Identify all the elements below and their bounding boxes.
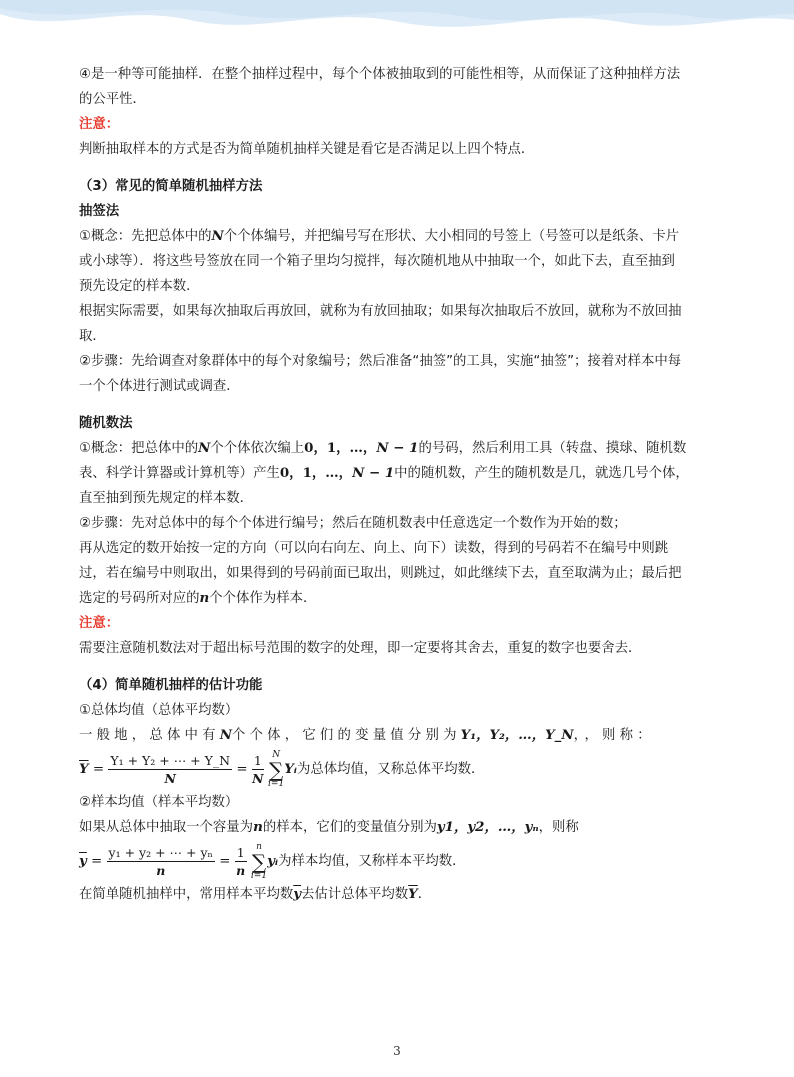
header-wave-decoration (0, 0, 794, 56)
note-label: 注意： (79, 117, 120, 132)
text-line: ④是一种等可能抽样．在整个抽样过程中，每个个体被抽取到的可能性相等，从而保证了这种抽样方法 (79, 67, 681, 82)
population-mean-formula: $\overline{Y}$ = $\frac{\text{Y₁ + Y₂ + ⋯ + Y\_N}}{N}$ = $\frac{1}{N}$ N ∑ i=1 Yᵢ为总体均值，又称总体平均数． (79, 749, 485, 789)
document-body (79, 62, 719, 907)
note-label: 注意： (79, 616, 120, 631)
text-line: 一个个体进行测试或调查． (79, 379, 240, 394)
section-heading-3: （3）常见的简单随机抽样方法 (79, 179, 263, 194)
math-N: N (211, 228, 224, 244)
text-line: 预先设定的样本数． (79, 279, 200, 294)
text-line: 根据实际需要，如果每次抽取后再放回，就称为有放回抽取；如果每次抽取后不放回，就称为不放回抽 (79, 304, 682, 319)
text-line: 在简单随机抽样中，常用样本平均数$\overline{y}$去估计总体平均数$\overline{Y}$． (79, 886, 432, 902)
section-heading-4: （4）简单随机抽样的估计功能 (79, 678, 263, 693)
text-line: 的公平性． (79, 92, 146, 107)
text-line: 如果从总体中抽取一个容量为n的样本，它们的变量值分别为y1，y2，…，yₙ，则称 (79, 819, 579, 835)
sample-mean-formula: $\overline{y}$ = $\frac{\text{y₁ + y₂ + ⋯ + yₙ}}{n}$ = $\frac{1}{n}$ n ∑ i=1 yᵢ为样本均值，又称样本平均数． (79, 841, 466, 881)
text-line: ②步骤：先给调查对象群体中的每个对象编号；然后准备“抽签”的工具，实施“抽签”；接着对样本中每 (79, 354, 682, 369)
subheading-lottery: 抽签法 (79, 204, 120, 219)
text-line: 直至抽到预先规定的样本数． (79, 491, 254, 506)
subheading-random-number: 随机数法 (79, 416, 133, 431)
text-line: ②步骤：先对总体中的每个个体进行编号；然后在随机数表中任意选定一个数作为开始的数； (79, 516, 627, 531)
text-line: 需要注意随机数法对于超出标号范围的数字的处理，即一定要将其舍去，重复的数字也要舍去． (79, 641, 642, 656)
text-line: 再从选定的数开始按一定的方向（可以向右向左、向上、向下）读数，得到的号码若不在编号中则跳 (79, 541, 669, 556)
text-line: 表、科学计算器或计算机等）产生0，1，…，N − 1中的随机数，产生的随机数是几，就选几号个体， (79, 465, 689, 481)
page-number: 3 (393, 1044, 401, 1058)
text-line: 判断抽取样本的方式是否为简单随机抽样关键是看它是否满足以上四个特点． (79, 142, 535, 157)
text-line: ②样本均值（样本平均数） (79, 795, 239, 810)
text-line: ①概念：把总体中的N个个体依次编上0，1，…，N − 1的号码，然后利用工具（转盘、摸球、随机数 (79, 440, 687, 456)
text-line: ①总体均值（总体平均数） (79, 703, 239, 718)
text-line: 取． (79, 329, 106, 344)
text-line: 一般地，总体中有N个个体，它们的变量值分别为Y₁，Y₂，…，Y_N，，则称： (79, 727, 655, 743)
text-line: ①概念：先把总体中的N个个体编号，并把编号写在形状、大小相同的号签上（号签可以是纸条、卡片 (79, 228, 680, 244)
text-line: 过，若在编号中则取出，如果得到的号码前面已取出，则跳过，如此继续下去，直至取满为止；最后把 (79, 566, 682, 581)
text-line: 或小球等）．将这些号签放在同一个箱子里均匀搅拌，每次随机地从中抽取一个，如此下去，直至抽到 (79, 254, 675, 269)
text-line: 选定的号码所对应的n个个体作为样本． (79, 590, 317, 606)
